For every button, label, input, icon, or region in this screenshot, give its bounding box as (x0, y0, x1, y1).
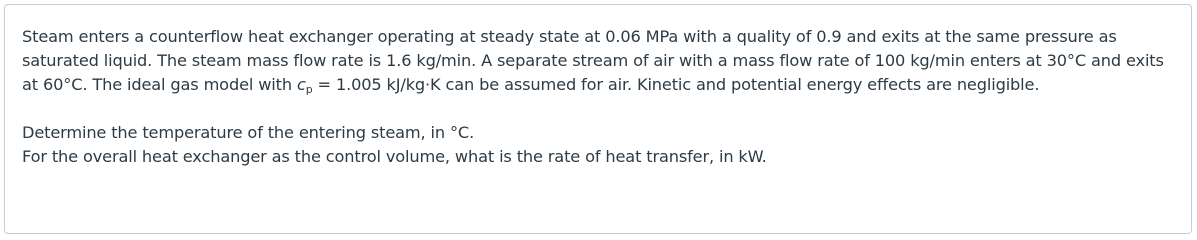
problem-statement (22, 25, 1182, 97)
question-card (4, 4, 1192, 234)
question-2: For the overall heat exchanger as the control volume, what is the rate of heat transfer, in kW. (22, 147, 767, 166)
statement-part2: = 1.005 kJ/kg·K can be assumed for air. Kinetic and potential energy effects are negligible. (312, 75, 1040, 94)
cp-subscript: p (305, 83, 313, 96)
paragraph-gap (22, 97, 1182, 121)
cp-symbol: c (296, 75, 306, 94)
question-content (22, 25, 1182, 169)
question-1: Determine the temperature of the entering steam, in °C. (22, 123, 475, 142)
statement-part1: Steam enters a counterflow heat exchanger operating at steady state at 0.06 MPa with a quality of 0.9 and exits at the same pressure as saturated liquid. The steam mass flow rate is 1.6 kg/min. A separate stream of air with a mass flow rate of 100 kg/min enters at 30°C and exits at 60°C. The ideal gas model with (22, 27, 1164, 94)
